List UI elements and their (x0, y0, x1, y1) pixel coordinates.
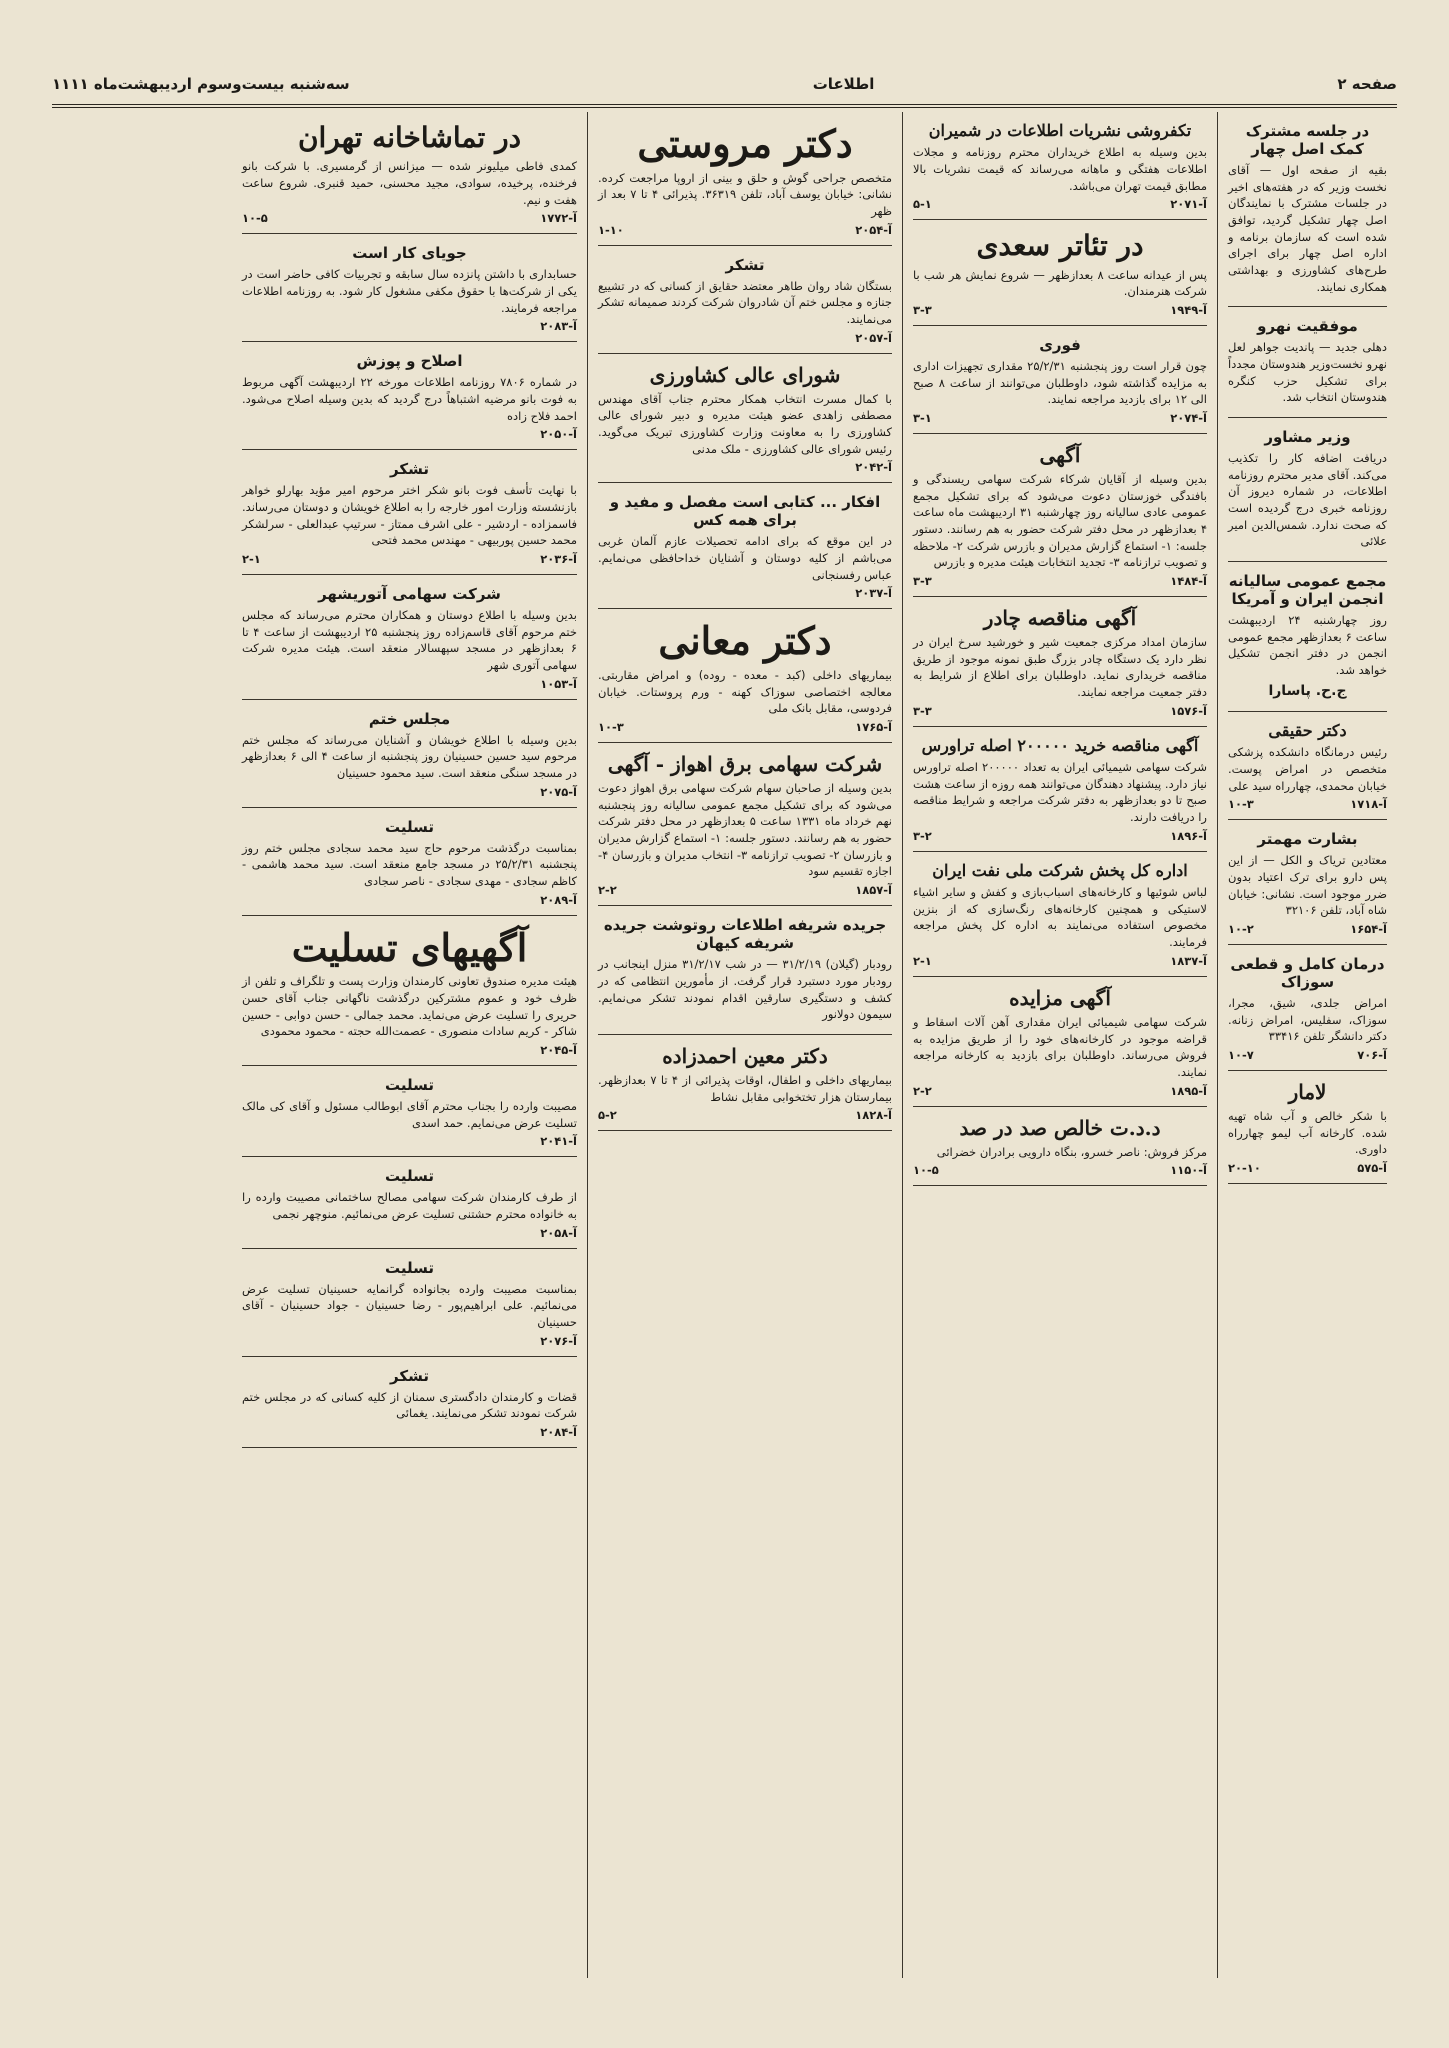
doctor-ad (1228, 712, 1387, 820)
theater-ad (242, 112, 577, 234)
ad-code: آ-۲۰۷۵ (540, 784, 577, 799)
doctor-ad (598, 1035, 892, 1131)
thanks-notice (598, 246, 892, 354)
farewell-notice (598, 483, 892, 609)
ad-title: تسلیت (384, 1258, 435, 1277)
ad-body: دهلی جدید — پاندیت جواهر لعل نهرو نخست‌وزیر هندوستان مجدداً برای تشکیل حزب کنگره هندوستان انتخاب شد. (1228, 340, 1387, 405)
condolence-section (242, 916, 577, 1066)
ad-title: درمان کامل و قطعی سوزاک (1230, 954, 1385, 991)
correction-notice (242, 342, 577, 450)
obituary-notice (242, 450, 577, 575)
ad-code: ۳-۳ آ-۱۹۴۹ (913, 302, 1207, 317)
ad-body: مصیبت وارده را بجناب محترم آقای ابوطالب مسئول و آقای کی مالک تسلیت عرض می‌نمایم. حمد اسدی (242, 1099, 577, 1130)
news-brief (1228, 307, 1387, 418)
ad-body: بستگان شاد روان طاهر معتضد حقایق از کسانی که در تشییع جنازه و مجلس ختم آن شادروان شرکت کردند صمیمانه تشکر می‌نمایند. (598, 278, 892, 327)
ad-body: دریافت اضافه کار را تکذیب می‌کند. آقای مدیر محترم روزنامه اطلاعات، در شماره دیروز آن روزنامه خبری درج گردیده است که صحت ندارد. شمس‌الدین امیر علائی (1228, 451, 1387, 549)
ad-code: ۱۰-۲ آ-۱۶۵۴ (1228, 921, 1387, 936)
notice (1228, 418, 1387, 562)
ad-body: شرکت سهامی شیمیائی ایران به تعداد ۲۰۰۰۰۰ اصله تراورس نیاز دارد. پیشنهاد دهندگان می‌توانند همه روزه از ساعت هشت صبح تا دو بعدازظهر به دفتر شرکت مراجعه و شرایط مناقصه را دریافت دارند. (913, 760, 1207, 825)
ad-code: آ-۲۰۳۷ (855, 586, 892, 601)
ad-title: در تماشاخانه تهران (297, 121, 522, 154)
ad-body: چون قرار است روز پنجشنبه ۲۵/۲/۳۱ مقداری تجهیزات اداری به مزایده گذاشته شود، داوطلبان می‌توانند از ساعت ۸ صبح الی ۱۲ برای بازدید مراجعه نمایند. (913, 358, 1208, 407)
ad-title: تشکر (390, 460, 429, 479)
ad-title: تشکر (725, 255, 765, 274)
ad-body: بدین وسیله به اطلاع خریداران محترم روزنامه و مجلات اطلاعات هفتگی و ماهانه می‌رساند که قیمت نشریات بالا مطابق قیمت تهران می‌باشد. (913, 145, 1207, 193)
ad-title: دکتر مروستی (637, 121, 853, 166)
column-3 (587, 112, 902, 1978)
meeting-notice (913, 434, 1207, 597)
ad-title: آگهی مناقصه خرید ۲۰۰۰۰۰ اصله تراورس (921, 735, 1199, 755)
ad-code: ۳-۲ آ-۱۸۹۶ (913, 828, 1207, 843)
ad-title: فوری (1039, 335, 1081, 354)
clinic-ad (1228, 820, 1387, 945)
ad-code: آ-۲۰۴۱ (540, 1134, 577, 1149)
ad-body: بدین وسیله با اطلاع خویشان و آشنایان می‌رساند که مجلس ختم مرحوم سید حسین حسینیان روز پنجشنبه از ساعت ۴ الی ۶ بعدازظهر در مسجد سنگی منعقد است. سید محمود حسینیان (242, 732, 577, 780)
masthead (52, 64, 1397, 108)
ad-code: آ-۲۰۵۸ (540, 1225, 577, 1240)
thanks-notice (242, 1357, 577, 1448)
ad-title: بشارت مهمتر (1257, 830, 1358, 849)
column-1 (1217, 112, 1397, 1978)
ad-body: کمدی فاطی میلیونر شده — میزانس از گرمسیری. با شرکت بانو فرخنده، پرخیده، سوادی، مجید محسنی، حمید قنبری. شروع ساعت هفت و نیم. (242, 159, 577, 207)
notice (913, 326, 1207, 434)
congrats-notice (598, 354, 892, 484)
ad-body: در شماره ۷۸۰۶ روزنامه اطلاعات مورخه ۲۲ اردیبهشت آگهی مربوط به فوت بانو مرضیه اشتباهاً درج گردید که بدین وسیله اصلاح می‌شود. احمد فلاح زاده (242, 375, 577, 423)
ad-title: تسلیت (384, 1076, 435, 1095)
product-ad (913, 1107, 1207, 1187)
ad-body: مرکز فروش: ناصر خسرو، بنگاه دارویی برادران خضرائی (936, 1144, 1207, 1159)
ad-code: آ-۲۰۷۶ (540, 1333, 577, 1348)
ad-code: ۵-۱ آ-۲۰۷۱ (913, 197, 1207, 212)
doctor-ad (598, 112, 892, 246)
ad-code: ۱۰-۵ آ-۱۱۵۰ (913, 1163, 1207, 1178)
ad-body: بمناسبت درگذشت مرحوم حاج سید محمد سجادی مجلس ختم روز پنجشنبه ۲۵/۲/۳۱ در مسجد جامع منعقد است. سید محمد هاشمی - کاظم سجادی - مهدی سجادی - ناصر سجادی (242, 840, 577, 888)
ad-title: دکتر معانی (658, 618, 832, 664)
ad-title: تکفروشی نشریات اطلاعات در شمیران (928, 121, 1192, 140)
ad-code: آ-۱۰۵۳ (540, 676, 577, 691)
ad-body: رودبار (گیلان) ۳۱/۲/۱۹ — در شب ۳۱/۲/۱۷ منزل اینجانب در رودبار مورد دستبرد قرار گرفت. از مأمورین انتظامی که در کشف و دستگیری سارقین اقدام نمودند تشکر می‌نمایم. سیمون دولانور (598, 957, 892, 1022)
obituary-notice (242, 700, 577, 808)
ad-title: در جلسه مشترک کمک اصل چهار (1245, 122, 1370, 158)
ad-title: د.د.ت خالص صد در صد (959, 1115, 1161, 1140)
ad-title: آگهی مناقصه چادر (983, 605, 1137, 630)
ad-code: آ-۲۰۸۴ (540, 1425, 577, 1440)
ad-title: شورای عالی کشاورزی (649, 362, 841, 387)
ad-body: رئیس درمانگاه دانشکده پزشکی متخصص در امراض پوست. خیابان محمدی، چهارراه سید علی (1228, 745, 1387, 793)
ad-title: جویای کار است (352, 244, 467, 263)
ad-body: شرکت سهامی شیمیائی ایران مقداری آهن آلات اسقاط و قراضه موجود در کارخانه‌های خود را از طریق مزایده به فروش می‌رساند. داوطلبان برای بازدید به کارخانه مراجعه نمایند. (913, 1014, 1207, 1079)
ad-title: موفقیت نهرو (1257, 317, 1358, 336)
ad-code: ۱۰-۷ آ-۷۰۶ (1228, 1047, 1387, 1062)
news-brief (1228, 112, 1387, 307)
ad-code: ۱۰-۳ آ-۱۷۱۸ (1228, 797, 1387, 812)
notice (1228, 562, 1387, 712)
ad-body: بدین وسیله از آقایان شرکاء شرکت سهامی ریسندگی و بافندگی خوزستان دعوت می‌شود که برای تشکیل مجمع عمومی عادی سالیانه روز چهارشنبه ۳۱ اردیبهشت ماه ساعت ۴ بعدازظهر در محل دفتر شرکت حضور به هم رسانند. دستور جلسه: ۱- استماع گزارش مدیران و بازرس شرکت ۲- ملاحظه و تصویب ترازنامه ۳- تجدید انتخابات هیئت مدیره و بازرس (913, 471, 1207, 570)
ad-title: اصلاح و پوزش (356, 352, 463, 371)
ad-title: افکار ... کتابی است مفصل و مفید و برای همه کس (609, 493, 881, 530)
ad-body: بقیه از صفحه اول — آقای نخست وزیر که در هفته‌های اخیر در جلسات مشترک با نمایندگان اصل چهار تشکیل گردید، توافق شده است که سازمان برنامه و اداره اصل چهار برای اجرای طرح‌های کشاورزی و بهداشتی همکاری نمایند. (1228, 163, 1387, 294)
ad-code: ۵-۲ آ-۱۸۲۸ (598, 1108, 892, 1123)
ad-code: آ-۲۰۸۹ (540, 892, 577, 907)
ad-title: تسلیت (384, 817, 435, 836)
ad-title: دکتر حقیقی (1268, 720, 1347, 740)
clinic-ad (1228, 945, 1387, 1071)
ad-body: بمناسبت مصیبت وارده بجانواده گرانمایه حسینیان تسلیت عرض می‌نمائیم. علی ابراهیم‌پور - رضا حسینیان - جواد حسینیان - آقای حسینیان (242, 1281, 577, 1330)
ad-title: اداره کل پخش شرکت ملی نفت ایران (932, 860, 1188, 880)
ad-body: در این موقع که برای ادامه تحصیلات عازم آلمان غربی می‌باشم از کلیه دوستان و آشنایان خداحافظی می‌نمایم. عباس رفسنجانی (598, 534, 892, 582)
ad-body: متخصص جراحی گوش و حلق و بینی از اروپا مراجعت کرده. نشانی: خیابان یوسف آباد، تلفن ۳۶۳۱۹. پذیرائی ۴ تا ۷ بعد از ظهر (598, 170, 892, 219)
ad-title: آگهی (1039, 442, 1081, 467)
ad-title: جریده شریفه اطلاعات روتوشت جریده شریفه کیهان (603, 916, 887, 953)
doctor-ad (598, 609, 892, 743)
ad-title: وزیر مشاور (1264, 428, 1351, 447)
ad-body: سازمان امداد مرکزی جمعیت شیر و خورشید سرخ ایران در نظر دارد یک دستگاه چادر بزرگ طبق نمونه موجود از طریق مناقصه خریداری نماید. داوطلبان برای اطلاع از شرایط به دفتر جمعیت مراجعه نمایند. (913, 634, 1207, 699)
ad-title: شرکت سهامی برق اهواز - آگهی (607, 752, 883, 777)
letter-notice (598, 906, 892, 1035)
ad-code: ۲-۲ آ-۱۸۹۵ (913, 1083, 1207, 1098)
condolence-notice (242, 1066, 577, 1157)
ad-body: بیماریهای داخلی و اطفال، اوقات پذیرائی از ۴ تا ۷ بعدازظهر. بیمارستان هزار تختخوابی مقابل نشاط (598, 1072, 892, 1104)
ad-body: روز چهارشنبه ۲۴ اردیبهشت ساعت ۶ بعدازظهر مجمع عمومی انجمن در دفتر انجمن تشکیل خواهد شد. (1228, 613, 1387, 678)
obituary-notice (242, 575, 577, 700)
ad-code: ۱۰-۵ آ-۱۷۷۲ (242, 211, 577, 226)
ad-code: ۲-۱ آ-۱۸۳۷ (913, 953, 1207, 968)
paper-name: اطلاعات (812, 75, 875, 93)
ad-body: معتادین تریاک و الکل — از این پس دارو برای ترک اعتیاد بدون ضرر موجود است. نشانی: خیابان شاه آباد، تلفن ۳۲۱۰۶ (1228, 853, 1387, 918)
ad-code: ۳-۳ آ-۱۵۷۶ (913, 703, 1207, 718)
ad-title: دکتر معین احمدزاده (662, 1043, 828, 1068)
meeting-notice (598, 743, 892, 906)
ad-title: آگهی مزایده (1009, 985, 1111, 1010)
ad-body: امراض جلدی، شیق، مجرا، سوزاک، سفلیس، امراض زنانه. دکتر دانشگر تلفن ۳۳۴۱۶ (1228, 995, 1387, 1044)
ad-code: آ-۲۰۵۰ (540, 427, 577, 442)
ad-code: ۲-۲ آ-۱۸۵۷ (598, 883, 892, 898)
column-2 (902, 112, 1217, 1978)
ad-code: ۱-۱۰ آ-۲۰۵۴ (598, 222, 892, 237)
ad-code: آ-۲۰۴۲ (855, 460, 892, 475)
auction-notice (913, 977, 1207, 1107)
company-notice (913, 852, 1207, 977)
obituary-notice (242, 808, 577, 916)
ad-code: ۱۰-۳ آ-۱۷۶۵ (598, 720, 892, 735)
job-ad (242, 234, 577, 342)
tender-notice (913, 727, 1207, 852)
column-4 (232, 112, 587, 1978)
ad-body: هیئت مدیره صندوق تعاونی کارمندان وزارت پست و تلگراف و تلفن از ظرف خود و عموم مشترکین درگذشت ناگهانی جناب آقای حسن حریری را تسلیت عرض می‌نماید. محمد جمالی - حسن دوابی - حسین شاکر - کریم سادات منصوری - عصمت‌الله حجته - محمود محمودی (242, 974, 577, 1039)
condolence-notice (242, 1157, 577, 1248)
page-number: صفحه ۲ (1337, 75, 1397, 93)
condolence-notice (242, 1249, 577, 1357)
ad-body: لباس شوئیها و کارخانه‌های اسباب‌بازی و کفش و سایر اشیاء لاستیکی و همچنین کارخانه‌های رنگ‌سازی که از بنزین مخصوص استفاده می‌نمایند به اداره کل پخش مراجعه فرمایند. (913, 885, 1207, 950)
ad-code: آ-۲۰۴۵ (540, 1043, 577, 1058)
ad-signature: ج.ح. پاسارا (1268, 682, 1347, 699)
ad-title: تسلیت (384, 1167, 435, 1186)
ad-title: لامار (1288, 1079, 1327, 1104)
ad-code: آ-۲۰۸۳ (540, 319, 577, 334)
ad-code: ۳-۱ آ-۲۰۷۴ (913, 410, 1207, 425)
ad-title: آگهیهای تسلیت (291, 924, 528, 970)
ad-body: پس از عیدانه ساعت ۸ بعدازظهر — شروع نمایش هر شب با شرکت هنرمندان. (913, 267, 1207, 299)
ad-title: در تئاتر سعدی (976, 229, 1144, 263)
ad-title: مجلس ختم (368, 709, 451, 728)
ad-title: تشکر (390, 1366, 429, 1385)
ad-body: با کمال مسرت انتخاب همکار محترم جناب آقای مهندس مصطفی زاهدی عضو هیئت مدیره و دبیر شورای عالی کشاورزی را به معاونت وزارت کشاورزی تبریک می‌گوید. رئیس شورای عالی کشاورزی - ملک مدنی (598, 391, 892, 456)
ad-body: از طرف کارمندان شرکت سهامی مصالح ساختمانی مصیبت وارده را به خانواده محترم حشتنی تسلیت عرض می‌نمائیم. منوچهر نجمی (242, 1190, 577, 1222)
notice (913, 112, 1207, 220)
ad-title: مجمع عمومی سالیانه انجمن ایران و آمریکا (1228, 572, 1387, 609)
ad-body: بیماریهای داخلی (کبد - معده - روده) و امراض مقاربتی. معالجه اختصاصی سوزاک کهنه - ورم پروستات. خیابان فردوسی، مقابل بانک ملی (598, 668, 892, 716)
ad-code: ۲۰-۱۰ آ-۵۷۵ (1228, 1160, 1387, 1175)
ad-code: ۲-۱ آ-۲۰۳۶ (242, 551, 577, 566)
product-ad (1228, 1071, 1387, 1184)
ad-body: بدین وسیله با اطلاع دوستان و همکاران محترم می‌رساند که مجلس ختم مرحوم آقای قاسم‌زاده روز پنجشنبه ۲۵ اردیبهشت از ساعت ۴ تا ۶ بعدازظهر در مسجد سپهسالار منعقد است. هیئت مدیره شرکت سهامی آتوری شهر (242, 607, 577, 672)
ad-body: حسابداری با داشتن پانزده سال سابقه و تجربیات کافی حاضر است در یکی از شرکت‌ها با حقوق مکفی مشغول کار شود. به روزنامه اطلاعات مراجعه فرمایند. (242, 267, 577, 315)
ad-code: ۳-۳ آ-۱۴۸۴ (913, 573, 1207, 588)
ad-body: قضات و کارمندان دادگستری سمنان از کلیه کسانی که در مجلس ختم شرکت نمودند تشکر می‌نمایند. یغمائی (242, 1389, 577, 1421)
theater-ad (913, 220, 1207, 326)
ad-body: با شکر خالص و آب شاه تهیه شده. کارخانه آب لیمو چهارراه داوری. (1228, 1108, 1387, 1157)
ad-title: شرکت سهامی آتوریشهر (318, 584, 501, 603)
ad-body: با نهایت تأسف فوت بانو شکر اختر مرحوم امیر مؤید بهارلو خواهر بازنشسته وزارت امور خارجه را به اطلاع خویشان و دوستان می‌رساند. فاسمزاده - اردشیر - علی اشرف ممتاز - سرتیپ عبدالعلی - سرلشکر محمد حسین پوربیهی - مهندس محمد فتحی (242, 483, 577, 548)
tender-notice (913, 597, 1207, 727)
ad-body: بدین وسیله از صاحبان سهام شرکت سهامی برق اهواز دعوت می‌شود که برای تشکیل مجمع عمومی سالیانه روز پنجشنبه نهم خرداد ماه ۱۳۳۱ ساعت ۵ بعدازظهر در محل دفتر شرکت حضور به هم رسانند. دستور جلسه: ۱- استماع گزارش مدیران و بازرسان ۲- تصویب ترازنامه ۳- انتخاب مدیران و بازرسان ۴- اجازه تقسیم سود (598, 781, 893, 879)
ad-code: آ-۲۰۵۷ (855, 330, 892, 345)
issue-date: سه‌شنبه بیست‌وسوم اردیبهشت‌ماه ۱۱۱۱ (52, 75, 350, 93)
